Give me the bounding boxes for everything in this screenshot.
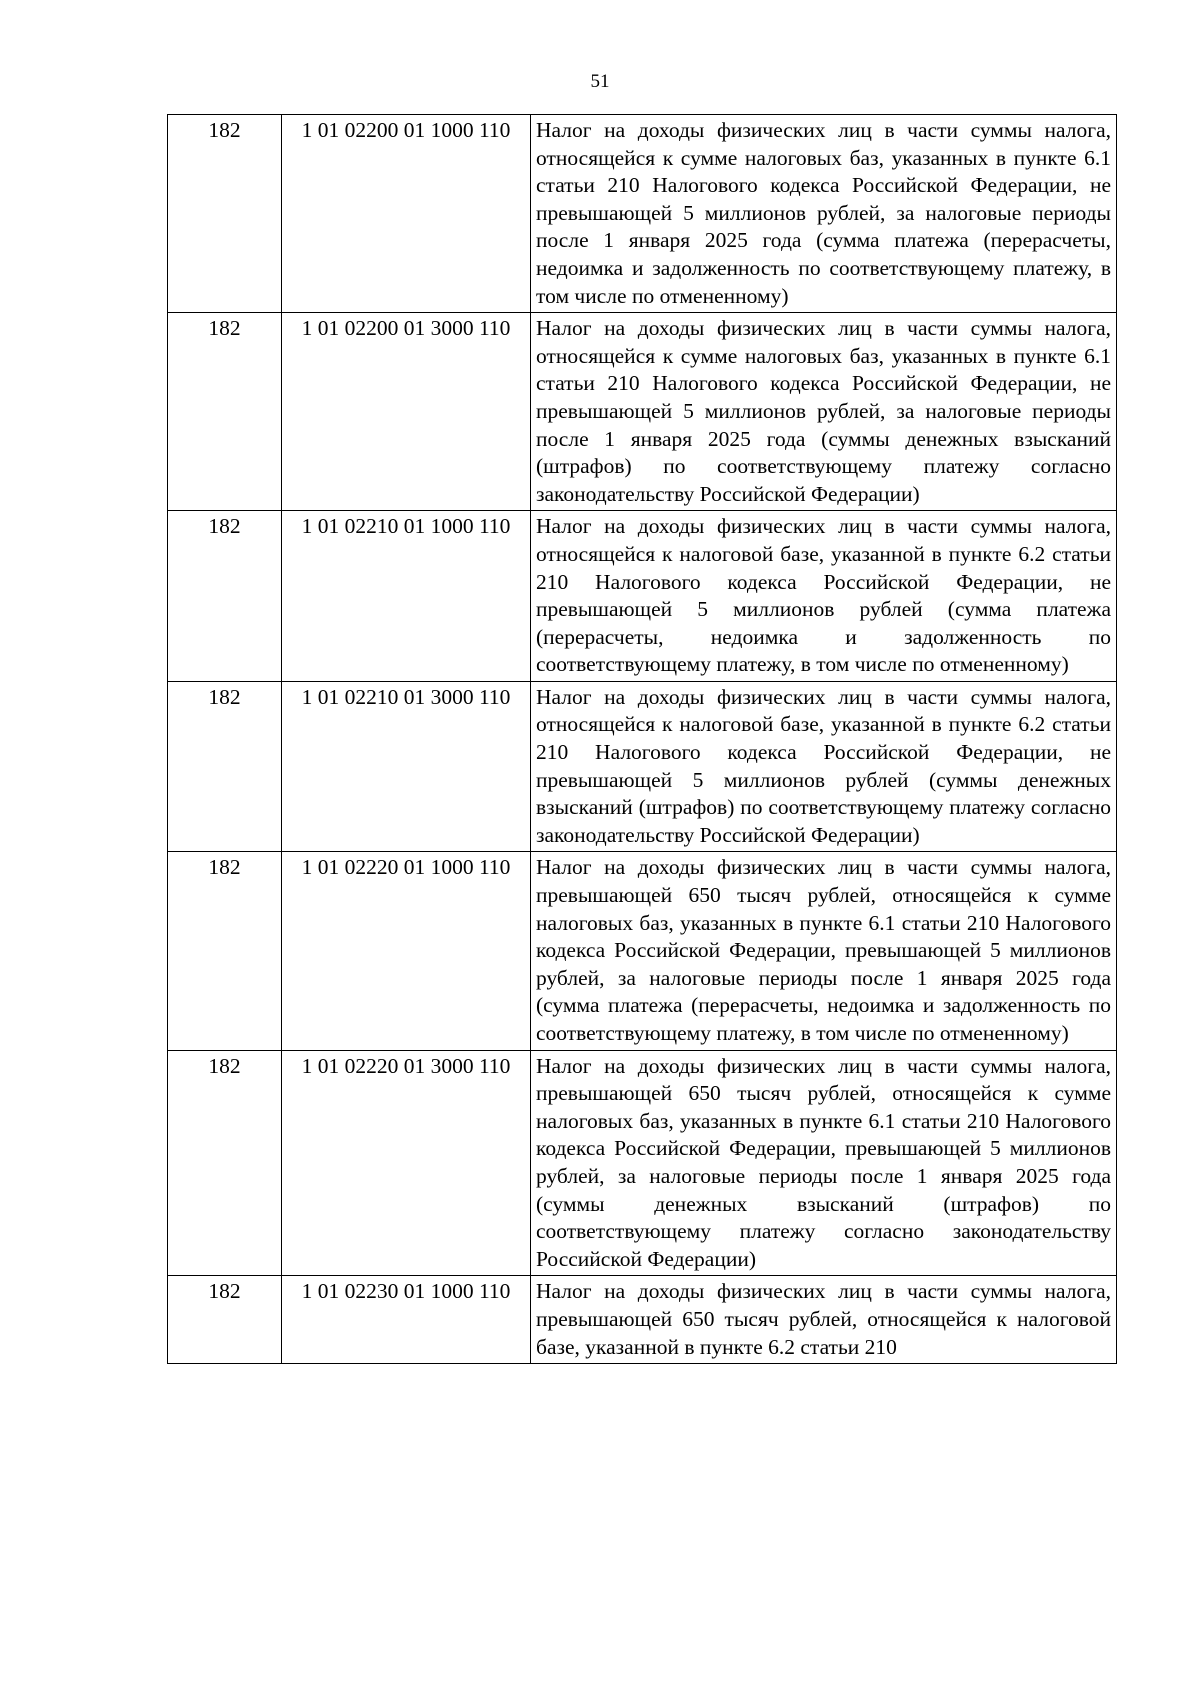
admin-code-cell: 182 [168, 852, 282, 1050]
table-row [168, 1276, 1117, 1364]
description-cell: Налог на доходы физических лиц в части суммы налога, превышающей 650 тысяч рублей, относящейся к сумме налоговых баз, указанных в пункте 6.1 статьи 210 Налогового кодекса Российской Федерации, превышающей 5 миллионов рублей, за налоговые периоды после 1 января 2025 года (суммы денежных взысканий (штрафов) по соответствующему платежу согласно законодательству Российской Федерации) [531, 1050, 1117, 1276]
description-cell: Налог на доходы физических лиц в части суммы налога, относящейся к налоговой базе, указанной в пункте 6.2 статьи 210 Налогового кодекса Российской Федерации, не превышающей 5 миллионов рублей (сумма платежа (перерасчеты, недоимка и задолженность по соответствующему платежу, в том числе по отмененному) [531, 511, 1117, 682]
admin-code-cell: 182 [168, 313, 282, 511]
description-cell: Налог на доходы физических лиц в части суммы налога, относящейся к сумме налоговых баз, указанных в пункте 6.1 статьи 210 Налогового кодекса Российской Федерации, не превышающей 5 миллионов рублей, за налоговые периоды после 1 января 2025 года (суммы денежных взысканий (штрафов) по соответствующему платежу согласно законодательству Российской Федерации) [531, 313, 1117, 511]
table-row [168, 511, 1117, 682]
admin-code-cell: 182 [168, 511, 282, 682]
table-row [168, 852, 1117, 1050]
description-cell: Налог на доходы физических лиц в части суммы налога, относящейся к сумме налоговых баз, указанных в пункте 6.1 статьи 210 Налогового кодекса Российской Федерации, не превышающей 5 миллионов рублей, за налоговые периоды после 1 января 2025 года (сумма платежа (перерасчеты, недоимка и задолженность по соответствующему платежу, в том числе по отмененному) [531, 115, 1117, 313]
budget-codes-table [167, 114, 1117, 1364]
table-row [168, 1050, 1117, 1276]
admin-code-cell: 182 [168, 1276, 282, 1364]
table-row [168, 115, 1117, 313]
kbk-cell: 1 01 02210 01 1000 110 [282, 511, 531, 682]
description-cell: Налог на доходы физических лиц в части суммы налога, относящейся к налоговой базе, указанной в пункте 6.2 статьи 210 Налогового кодекса Российской Федерации, не превышающей 5 миллионов рублей (суммы денежных взысканий (штрафов) по соответствующему платежу согласно законодательству Российской Федерации) [531, 681, 1117, 852]
kbk-cell: 1 01 02220 01 1000 110 [282, 852, 531, 1050]
kbk-cell: 1 01 02230 01 1000 110 [282, 1276, 531, 1364]
description-cell: Налог на доходы физических лиц в части суммы налога, превышающей 650 тысяч рублей, относящейся к налоговой базе, указанной в пункте 6.2 статьи 210 [531, 1276, 1117, 1364]
page-number: 51 [590, 71, 610, 92]
admin-code-cell: 182 [168, 115, 282, 313]
admin-code-cell: 182 [168, 681, 282, 852]
kbk-cell: 1 01 02220 01 3000 110 [282, 1050, 531, 1276]
kbk-cell: 1 01 02200 01 3000 110 [282, 313, 531, 511]
admin-code-cell: 182 [168, 1050, 282, 1276]
kbk-cell: 1 01 02210 01 3000 110 [282, 681, 531, 852]
table-row [168, 681, 1117, 852]
kbk-cell: 1 01 02200 01 1000 110 [282, 115, 531, 313]
description-cell: Налог на доходы физических лиц в части суммы налога, превышающей 650 тысяч рублей, относящейся к сумме налоговых баз, указанных в пункте 6.1 статьи 210 Налогового кодекса Российской Федерации, превышающей 5 миллионов рублей, за налоговые периоды после 1 января 2025 года (сумма платежа (перерасчеты, недоимка и задолженность по соответствующему платежу, в том числе по отмененному) [531, 852, 1117, 1050]
table-row [168, 313, 1117, 511]
